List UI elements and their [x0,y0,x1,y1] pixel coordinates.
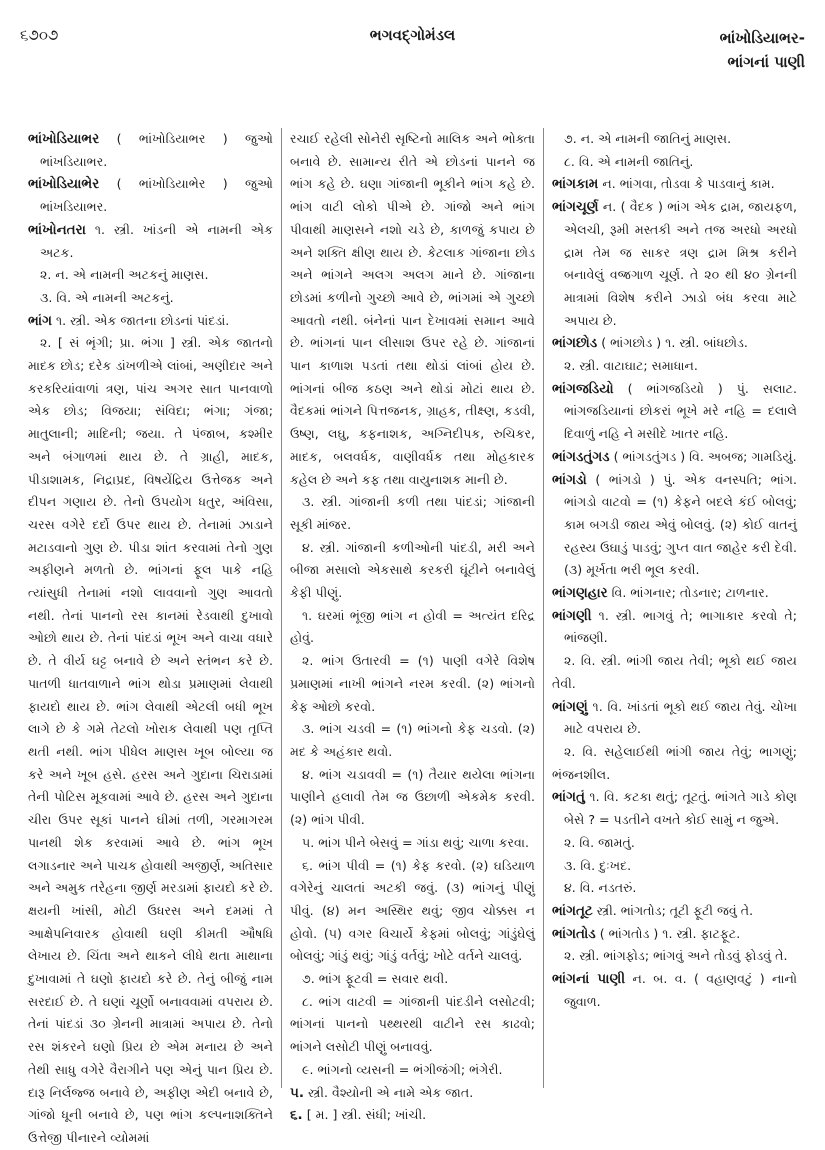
definition-text: ૨. ન. એ નામની અટકનું માણસ. [40,267,209,283]
column-3 [543,128,805,1088]
definition-text: ૨. વિ. સ્ત્રી. ભાંગી જાય તેવી; ભૂકો થઈ જાય તેવી. [552,653,797,691]
definition-text: ૭. ભાંગ ફૂટવી = સવાર થવી. [302,971,449,987]
definition-text: [ મ. ] સ્ત્રી. સંધી; ખાંચી. [302,1107,427,1123]
entry-sense [552,877,797,900]
dictionary-columns [20,128,805,1145]
definition-text: સ્ત્રી. વૈશ્યોની એ નામે એક જાત. [304,1084,474,1100]
entry-sense [290,855,535,969]
dictionary-entry [290,1082,535,1105]
entry-sense [290,650,535,718]
definition-text: ( ભાંખોડિયાભર ) જુઓ ભાંખડિયાભર. [40,131,273,169]
definition-text: ૧. વિ. કટકા થતું; તૂટતું. ભાંગતે ગાડે કોણ બેસે ? = પડતીને વખતે કોઈ સામું ન જુએ. [564,789,797,828]
headword: ભાંગણું [552,698,588,715]
definition-text: ૪. ભાંગ ચડાવવી = (૧) તૈયાર થયેલા ભાંગના પાણીને હલાવી તેમ જ ઉછાળી એકમેક કરવી. (૨) ભાંગ પીવી. [290,766,535,828]
entry-sense [552,151,797,174]
headword: ભાંગછોડ [552,335,598,352]
entry-sense [290,605,535,650]
entry-sense [552,128,797,151]
definition-text: ૧. વિ. ખાંડતાં ભૂકો થઈ જાય તેવું. ચોખા માટે વપરાય છે. [564,698,797,737]
headword: ભાંખોનતરા [28,221,86,238]
dictionary-entry [28,219,273,264]
dictionary-entry [552,786,797,831]
definition-text: વિ. ભાંગનાર; તોડનાર; ટાળનાર. [607,585,769,601]
entry-sense [290,991,535,1059]
guide-word-first: ભાંખોડિયાભર- [719,29,805,47]
entry-sense [290,128,535,491]
definition-text: ૮. ભાંગ વાટવી = ગાંજાની પાંદડીને લસોટવી; ભાંગનાં પાનનો પથ્થરથી વાટીને રસ કાઢવો; ભાંગને લસોટી પીણું બનાવવું. [290,993,535,1055]
entry-sense [552,741,797,786]
column-1 [20,128,281,1145]
page-header [20,22,805,82]
definition-text: ૩. વિ. એ નામની અટકનું. [40,289,174,305]
headword: ભાંગચૂર્ણ [552,199,599,216]
headword: ભાંગતૂટ [552,902,593,919]
definition-text: રચાઈ રહેલી સોનેરી સૃષ્ટિનો માલિક અને ભોક્તા બનાવે છે. સામાન્ય રીતે એ છોડનાં પાનને જ ભાંગ કહે છે. ઘણા ગાંજાની ભૂકીને ભાંગ કહે છે. ભાંગ વાટી લોકો પીએ છે. ગાંજો અને ભાંગ પીવાથી માણસને નશો ચડે છે, કાળજું કપાય છે અને શક્તિ ક્ષીણ થાય છે. કેટલાક ગાંજાના છોડ અને ભાંગને અલગ અલગ માને છે. ગાંજાના છોડમાં કળીનો ગુચ્છો આવે છે, ભાંગમાં એ ગુચ્છો આવતો નથી. બંનેનાં પાન દેખાવમાં સમાન આવે છે. ભાંગનાં પાન લીસાશ ઉપર રહે છે. ગાંજાનાં પાન કાળાશ પડતાં તથા થોડાં લાંબાં હોય છે. ભાંગનાં બીજ કઠણ અને થોડાં મોટાં થાય છે. વૈદકમાં ભાંગને પિત્તજનક, ગ્રાહક, તીક્ષ્ણ, કડવી, ઉષ્ણ, લઘુ, કફનાશક, અગ્નિદીપક, રુચિકર, માદક, બલવર્ધક, વાણીવર્ધક તથા મોહકારક કહેલ છે અને કફ તથા વાયુનાશક માની છે. [290,131,535,487]
entry-sense [552,832,797,855]
dictionary-entry [552,378,797,446]
definition-text: ૫. ભાંગ પીને બેસવું = ગાંડા થવું; ચાળા કરવા. [302,834,529,850]
entry-sense [552,355,797,378]
definition-text: ૧. ઘરમાં ભૂંજી ભાંગ ન હોવી = અત્યંત દરિદ્ર હોવું. [290,607,535,646]
dictionary-entry [28,310,273,333]
dictionary-entry [552,582,797,605]
entry-sense [28,332,273,1149]
headword: ભાંગડો [552,471,587,488]
headword: ભાંગકામ [552,176,599,193]
entry-sense [290,1059,535,1082]
definition-text: ૨. સ્ત્રી. વાટાઘાટ; સમાધાન. [564,358,698,374]
dictionary-entry [552,923,797,946]
definition-text: ( ભાંગડો ) પું. એક વનસ્પતિ; ભાંગ. ભાંગડો વાટવો = (૧) કેફને બદલે કંઈ બોલવું; કામ બગડી જાય એવું બોલવું. (૨) કોઈ વાતનું રહસ્ય ઉઘાડું પાડવું; ગુપ્ત વાત જાહેર કરી દેવી. (૩) મૂર્ખતા ભરી ભૂલ કરવી. [564,471,797,578]
definition-text: ( ભાંગજડિયો ) પું. સલાટ. ભાંગજડિયાનાં છોકરાં ભૂખે મરે નહિ = દલાલે દિવાળું નહિ ને મસીદે ખાતર નહિ. [564,380,797,442]
dictionary-entry [28,173,273,218]
definition-text: ૯. ભાંગનો વ્યસની = ભંગીજંગી; ભંગેરી. [302,1061,503,1077]
definition-text: ( ભાંગડતુંગડ ) વિ. અબજ; ગામડિયું. [609,448,797,464]
headword: ભાંગજડિયો [552,380,614,397]
dictionary-entry [552,469,797,583]
dictionary-entry [552,696,797,741]
definition-text: સ્ત્રી. ભાંગતોડ; તૂટી ફૂટી જવું તે. [592,902,754,918]
definition-text: ૧. સ્ત્રી. ખાંડની એ નામની એક અટક. [40,221,273,260]
guide-words [720,26,805,74]
headword: ભાંખોડિયાભર [28,131,100,147]
definition-text: ૪. વિ. નડતરું. [564,880,637,896]
headword: ભાંગણહાર [552,585,608,602]
dictionary-entry [552,446,797,469]
headword: ભાંગણી [552,607,592,624]
definition-text: ૩. ભાંગ ચડવી = (૧) ભાંગનો કેફ ચડવો. (૨) મદ કે અહંકાર થવો. [290,721,535,759]
definition-text: ( ભાંખોડિયાભેર ) જુઓ ભાંખડિયાભર. [40,176,273,215]
definition-text: ૨. વિ. સહેલાઈથી ભાંગી જાય તેવું; ભાગણું; ભંજનશીલ. [552,743,797,782]
dictionary-entry [28,128,273,173]
entry-sense [290,718,535,763]
entry-sense [290,764,535,832]
definition-text: ૩. સ્ત્રી. ગાંજાની કળી તથા પાંદડાં; ગાંજાની સૂકી માંજર. [290,494,535,532]
definition-text: ( ભાંગતોડ ) ૧. સ્ત્રી. ફાટફૂટ. [595,925,741,941]
definition-text: ન. ભાંગવા, તોડવા કે પાડવાનું કામ. [598,176,775,192]
entry-sense [552,855,797,878]
definition-text: ૬. ભાંગ પીવી = (૧) કેફ કરવો. (૨) ઘડિયાળ વગેરેનું ચાલતાં અટકી જવું. (૩) ભાંગનું પીણું પીવું. (૪) મન અસ્થિર થવું; જીવ ચોક્કસ ન હોવો. (૫) વગર વિચાર્યે કેફમાં બોલવું; ગાંડુંઘેલું બોલવું; ગાંડું થવું; ગાંડું વર્તવું; ખોટે વર્તને ચાલવું. [290,857,535,964]
definition-text: ન. બ. વ. ( વહાણવટું ) નાનો જુવાળ. [564,971,797,1009]
definition-text: ન. ( વૈદક ) ભાંગ એક દ્રામ, જાયફળ, એલચી, રૂમી મસ્તકી અને તજ અરધો અરધો દ્રામ તેમ જ સાકર ત્રણ દ્રામ મિશ્ર કરીને બનાવેલું વજ્રગાળ ચૂર્ણ. તે ૨૦ થી ૪૦ ગ્રેનની માત્રામાં વિશેષ કરીને ઝાડો બંધ કરવા માટે અપાય છે. [564,199,797,328]
dictionary-entry [552,196,797,332]
headword: ભાંગનાં પાણી [552,971,626,988]
definition-text: ૨. વિ. જામતું. [564,834,635,850]
definition-text: ૮. વિ. એ નામની જાતિનું. [564,153,694,169]
headword: ભાંગડતુંગડ [552,448,610,465]
dictionary-entry [552,968,797,1013]
dictionary-entry [552,605,797,650]
definition-text: ૭. ન. એ નામની જાતિનું માણસ. [564,131,732,146]
headword: ભાંગ [28,312,52,329]
definition-text: ૧. સ્ત્રી. એક જાતના છોડનાં પાંદડાં. [51,312,230,328]
entry-sense [290,537,535,605]
entry-sense [552,945,797,968]
column-2 [281,128,543,1124]
entry-sense [28,264,273,287]
definition-text: ૨. ભાંગ ઉતારવી = (૧) પાણી વગેરે વિશેષ પ્રમાણમાં નાખી ભાંગને નરમ કરવી. (૨) ભાંગનો કેફ ઓછો કરવો. [290,653,535,714]
definition-text: ૧. સ્ત્રી. ભાગવું તે; ભાગાકાર કરવો તે; ભાંજણી. [564,607,797,646]
definition-text: ૨. સ્ત્રી. ભાંગફોડ; ભાંગવું અને તોડવું ફોડવું તે. [564,948,788,964]
entry-sense [552,650,797,695]
headword: ભાંખોડિયાભેર [28,176,100,193]
book-title: ભગવદ્ગોમંડલ [369,26,456,44]
entry-sense [28,287,273,310]
dictionary-entry [552,173,797,196]
entry-sense [290,832,535,855]
dictionary-entry [552,900,797,923]
definition-text: ૨. [ સં ભૃંગી; પ્રા. ભંગા ] સ્ત્રી. એક જાતનો માદક છોડ; દરેક ડાંખળીએ લાંબાં, અણીદાર અને કરકરિયાંવાળાં ત્રણ, પાંચ અગર સાત પાનવાળો એક છોડ; વિજયા; સંવિદા; ભંગા; ગંજા; માતુલાની; માદિની; જયા. તે પંજાબ, કશ્મીર અને બંગાળમાં થાય છે. તે ગ્રાહી, માદક, પીડાશામક, નિદ્રાપ્રદ, વિષયેંદ્રિય ઉત્તેજક અને દીપન ગણાય છે. તેનો ઉપયોગ ધતુર, અંવિસા, ચરસ વગેરે દર્દો ઉપર થાય છે. તેનામાં ઝાડાને મટાડવાનો ગુણ છે. પીડા શાંત કરવામાં તેનો ગુણ અફીણને મળતો છે. ભાંગનાં ફૂલ પાકે નહિ ત્યાંસુધી તેનામાં નશો લાવવાનો ગુણ આવતો નથી. તેનાં પાનનો રસ કાનમાં રેડવાથી દુખાવો ઓછો થાય છે. તેનાં પાંદડાં ભૂખ અને વાચા વધારે છે. તે વીર્ય ઘટ્ટ બનાવે છે અને સ્તંભન કરે છે. પાતળી ધાતવાળાને ભાંગ થોડા પ્રમાણમાં લેવાથી ફાયદો થાય છે. ભાંગ લેવાથી એટલી બધી ભૂખ લાગે છે કે ગમે તેટલો ખોરાક લેવાથી પણ તૃપ્તિ થતી નથી. ભાંગ પીધેલ માણસ ખૂબ બોલ્યા જ કરે અને ખૂબ હસે. હરસ અને ગુદાના ચિરાડામાં તેની પોટિસ મૂકવામાં આવે છે. હરસ અને ગુદાના ચીરા ઉપર સૂકાં પાનને ઘીમાં તળી, ગરમાગરમ પાનથી શેક કરવામાં આવે છે. ભાંગ ભૂખ લગાડનાર અને પાચક હોવાથી અજીર્ણ, અતિસાર અને અમુક તરેહના જીર્ણ મરડામાં ફાયદો કરે છે. ક્ષયની ખાંસી, મોટી ઉધરસ અને દમમાં તે આક્ષેપનિવારક હોવાથી ઘણી કીમતી ઔષધિ લેખાય છે. ચિંતા અને થાકને લીધે થતા માથાના દુખાવામાં તે ઘણો ફાયદો કરે છે. તેનું બીજું નામ સરદાઈ છે. તે ઘણાં ચૂર્ણો બનાવવામાં વપરાય છે. તેનાં પાંદડાં ૩૦ ગ્રેનની માત્રામાં અપાય છે. તેનો રસ શંકરને ઘણો પ્રિય છે એમ મનાય છે અને તેથી સાધુ વગેરે વૈરાગીને પણ એનું પાન પ્રિય છે. દારૂ નિર્લજ્જ બનાવે છે, અફીણ એદી બનાવે છે, ગાંજો ધૂની બનાવે છે, પણ ભાંગ કલ્પનાશક્તિને ઉત્તેજી પીનારને વ્યોમમાં [28,335,273,1145]
entry-sense [290,491,535,536]
headword: ૫. [290,1084,304,1101]
definition-text: ( ભાંગછોડ ) ૧. સ્ત્રી. બાંધછોડ. [597,335,748,351]
headword: ૬. [290,1107,303,1124]
definition-text: ૪. સ્ત્રી. ગાંજાની કળીઓની પાંદડી, મરી અને બીજા મસાલો એકસાથે કરકરી ઘૂંટીને બનાવેલું કેફી પીણું. [290,539,535,601]
page-number: ૬૭૦૭ [20,26,59,44]
definition-text: ૩. વિ. દુઃખદ. [564,857,632,873]
headword: ભાંગતોડ [552,925,596,942]
guide-word-last: ભાંગનાં પાણી [727,53,805,71]
dictionary-entry [290,1104,535,1127]
dictionary-entry [552,332,797,355]
entry-sense [290,968,535,991]
headword: ભાંગતું [552,789,585,806]
